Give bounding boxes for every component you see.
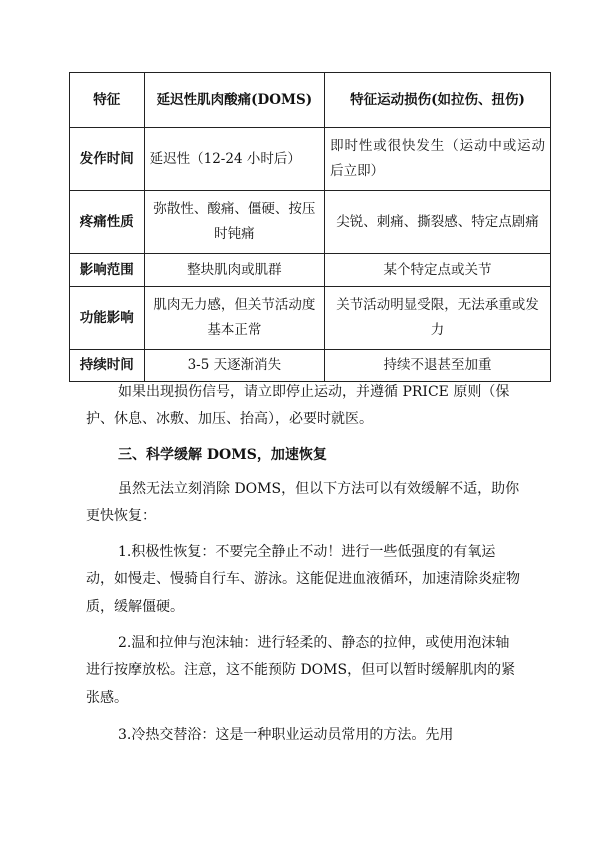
table-row (70, 287, 551, 350)
body-paragraph-intro: 虽然无法立刻消除 DOMS，但以下方法可以有效缓解不适，助你更快恢复： (86, 481, 520, 525)
row-doms-cell: 整块肌肉或肌群 (144, 254, 325, 287)
comparison-table (69, 72, 551, 382)
row-label: 疼痛性质 (70, 191, 145, 254)
row-label: 持续时间 (70, 350, 145, 382)
row-injury-cell: 关节活动明显受限，无法承重或发力 (325, 287, 551, 350)
row-injury-cell: 持续不退甚至加重 (325, 350, 551, 382)
table-row (70, 350, 551, 382)
body-paragraph-price: 如果出现损伤信号，请立即停止运动，并遵循 PRICE 原则（保护、休息、冰敷、加压、抬高），必要时就医。 (86, 384, 510, 428)
row-label: 功能影响 (70, 287, 145, 350)
header-cell-doms: 延迟性肌肉酸痛(DOMS) (144, 73, 325, 128)
row-doms-cell: 肌肉无力感，但关节活动度基本正常 (144, 287, 325, 350)
row-label: 发作时间 (70, 128, 145, 191)
row-injury-cell: 某个特定点或关节 (325, 254, 551, 287)
row-doms-cell: 3-5 天逐渐消失 (144, 350, 325, 382)
row-injury-cell: 即时性或很快发生（运动中或运动后立即） (325, 128, 551, 191)
row-label: 影响范围 (70, 254, 145, 287)
row-injury-cell: 尖锐、刺痛、撕裂感、特定点剧痛 (325, 191, 551, 254)
header-cell-injury: 特征运动损伤(如拉伤、扭伤) (325, 73, 551, 128)
header-cell-feature: 特征 (70, 73, 145, 128)
list-item-contrast-bath: 3.冷热交替浴：这是一种职业运动员常用的方法。先用 (118, 727, 454, 743)
table-row (70, 128, 551, 191)
table-header-row (70, 73, 551, 128)
row-doms-cell: 弥散性、酸痛、僵硬、按压时钝痛 (144, 191, 325, 254)
list-item-stretching: 2.温和拉伸与泡沫轴：进行轻柔的、静态的拉伸，或使用泡沫轴进行按摩放松。注意，这不能预防 DOMS，但可以暂时缓解肌肉的紧张感。 (86, 635, 516, 706)
section-heading-3: 三、科学缓解 DOMS，加速恢复 (118, 447, 327, 463)
table-row (70, 191, 551, 254)
list-item-active-recovery: 1.积极性恢复：不要完全静止不动！进行一些低强度的有氧运动，如慢走、慢骑自行车、游泳。这能促进血液循环，加速清除炎症物质，缓解僵硬。 (86, 544, 520, 615)
row-doms-cell: 延迟性（12-24 小时后） (144, 128, 325, 191)
table-row (70, 254, 551, 287)
